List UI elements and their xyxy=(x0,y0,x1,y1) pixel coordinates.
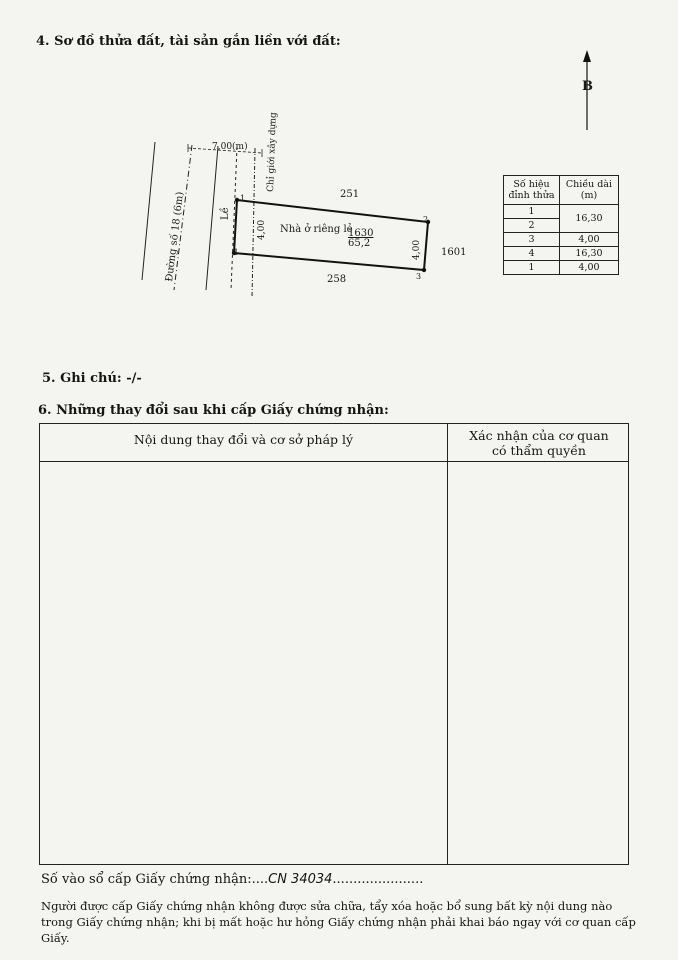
neighbor-south: 258 xyxy=(327,274,347,285)
registry-label: Số vào sổ cấp Giấy chứng nhận:.... xyxy=(41,872,269,887)
sidewalk-label: Lề xyxy=(220,207,231,220)
parcel-number: 1630 xyxy=(348,228,374,239)
vertex-3: 3 xyxy=(416,272,422,281)
authority-confirmation-header xyxy=(448,428,630,458)
registry-number xyxy=(41,872,423,887)
edge-right-length: 4,00 xyxy=(412,239,422,260)
length-column-header: Chiều dài (m) xyxy=(560,176,619,205)
neighbor-east: 1601 xyxy=(441,247,467,258)
vertex-column-header: Số hiệu đỉnh thửa xyxy=(504,176,560,205)
vertex-cell: 4 xyxy=(504,247,560,261)
road-label: Đường số 18 (6m) xyxy=(164,191,187,283)
table-row xyxy=(504,247,619,261)
vertex-cell: 1 xyxy=(504,261,560,275)
length-cell: 16,30 xyxy=(560,247,619,261)
length-cell: 4,00 xyxy=(560,233,619,247)
vertex-4: 4 xyxy=(233,248,239,257)
section-6-title: 6. Những thay đổi sau khi cấp Giấy chứng nhận: xyxy=(38,403,389,418)
authority-header-line-1: Xác nhận của cơ quan xyxy=(469,428,609,443)
dimension-top: 7,00(m) xyxy=(212,142,248,152)
table-row xyxy=(504,205,619,219)
vertex-1: 1 xyxy=(240,194,246,203)
registry-trail: ...................... xyxy=(332,872,424,887)
vertex-2: 2 xyxy=(423,215,429,224)
section-4-title: 4. Sơ đồ thửa đất, tài sản gắn liền với đất: xyxy=(36,34,341,49)
edge-length-table xyxy=(503,175,619,275)
edge-table-header xyxy=(504,176,619,205)
authority-header-line-2: có thẩm quyền xyxy=(492,443,586,458)
section-5-title: 5. Ghi chú: -/- xyxy=(42,371,142,386)
length-cell: 16,30 xyxy=(560,205,619,233)
road-lines xyxy=(142,142,255,298)
length-cell: 4,00 xyxy=(560,261,619,275)
north-label: B xyxy=(582,79,593,94)
footnote: Người được cấp Giấy chứng nhận không được sửa chữa, tẩy xóa hoặc bổ sung bất kỳ nội dung nào trong Giấy chứng nhận; khi bị mất hoặc hư hỏng Giấy chứng nhận phải khai báo ngay với cơ quan cấp Giấy. xyxy=(41,899,636,945)
house-type: Nhà ở riêng lẻ xyxy=(280,224,353,235)
table-row xyxy=(504,233,619,247)
vertex-cell: 3 xyxy=(504,233,560,247)
setback-label: Chỉ giới xây dựng xyxy=(266,112,279,193)
neighbor-north: 251 xyxy=(340,189,360,200)
vertex-cell: 1 xyxy=(504,205,560,219)
changes-content-header: Nội dung thay đổi và cơ sở pháp lý xyxy=(133,432,354,447)
parcel-area: 65,2 xyxy=(348,238,371,249)
vertex-cell: 2 xyxy=(504,219,560,233)
registry-value: CN 34034 xyxy=(268,872,333,887)
column-divider xyxy=(447,424,448,864)
header-divider xyxy=(40,461,628,462)
table-row xyxy=(504,261,619,275)
edge-left-length: 4,00 xyxy=(257,219,267,240)
changes-table xyxy=(39,423,629,865)
